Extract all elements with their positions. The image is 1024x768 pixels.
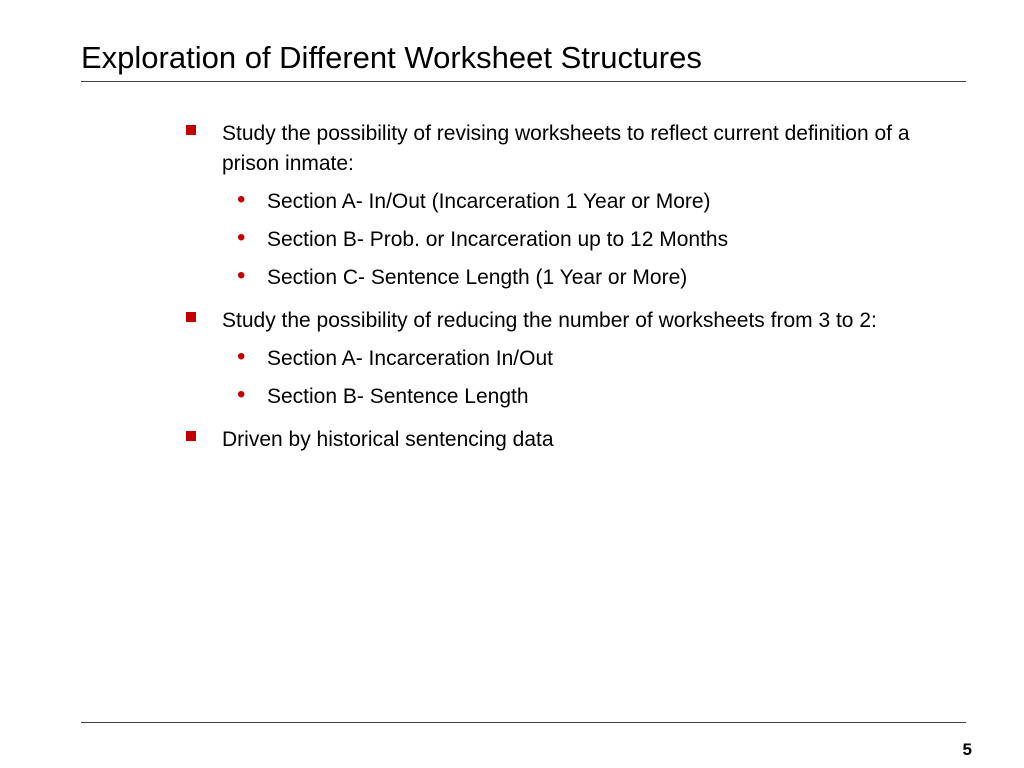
sub-bullet-item <box>184 382 954 412</box>
red-dot-bullet-icon: • <box>237 186 246 213</box>
red-dot-bullet-icon: • <box>237 224 246 251</box>
sub-bullet-item <box>184 263 954 293</box>
sub-bullet-text: Section C- Sentence Length (1 Year or More) <box>267 266 688 289</box>
sub-bullet-item <box>184 187 954 217</box>
bullet-text: Study the possibility of reducing the number of worksheets from 3 to 2: <box>222 309 877 332</box>
red-square-bullet-icon <box>186 125 196 135</box>
bullet-list <box>184 119 954 455</box>
bullet-text: Study the possibility of revising worksheets to reflect current definition of a prison inmate: <box>222 122 910 175</box>
red-dot-bullet-icon: • <box>237 262 246 289</box>
bullet-item-reduce-worksheets <box>184 306 954 336</box>
red-square-bullet-icon <box>186 312 196 322</box>
sub-bullet-item <box>184 344 954 374</box>
bullet-item-historical-data <box>184 425 954 455</box>
page-number: 5 <box>962 740 972 759</box>
sub-bullet-text: Section A- Incarceration In/Out <box>267 347 553 370</box>
footer-divider <box>81 722 966 723</box>
sub-bullet-text: Section B- Prob. or Incarceration up to 12 Months <box>267 228 729 251</box>
red-dot-bullet-icon: • <box>237 381 246 408</box>
sub-bullet-text: Section B- Sentence Length <box>267 385 529 408</box>
slide-title: Exploration of Different Worksheet Structures <box>81 40 702 75</box>
sub-bullet-list <box>184 344 954 412</box>
sub-bullet-text: Section A- In/Out (Incarceration 1 Year or More) <box>267 190 711 213</box>
red-square-bullet-icon <box>186 431 196 441</box>
sub-bullet-item <box>184 225 954 255</box>
bullet-text: Driven by historical sentencing data <box>222 428 554 451</box>
title-divider <box>81 81 966 82</box>
bullet-item-revise-worksheets <box>184 119 954 179</box>
sub-bullet-list <box>184 187 954 293</box>
red-dot-bullet-icon: • <box>237 343 246 370</box>
